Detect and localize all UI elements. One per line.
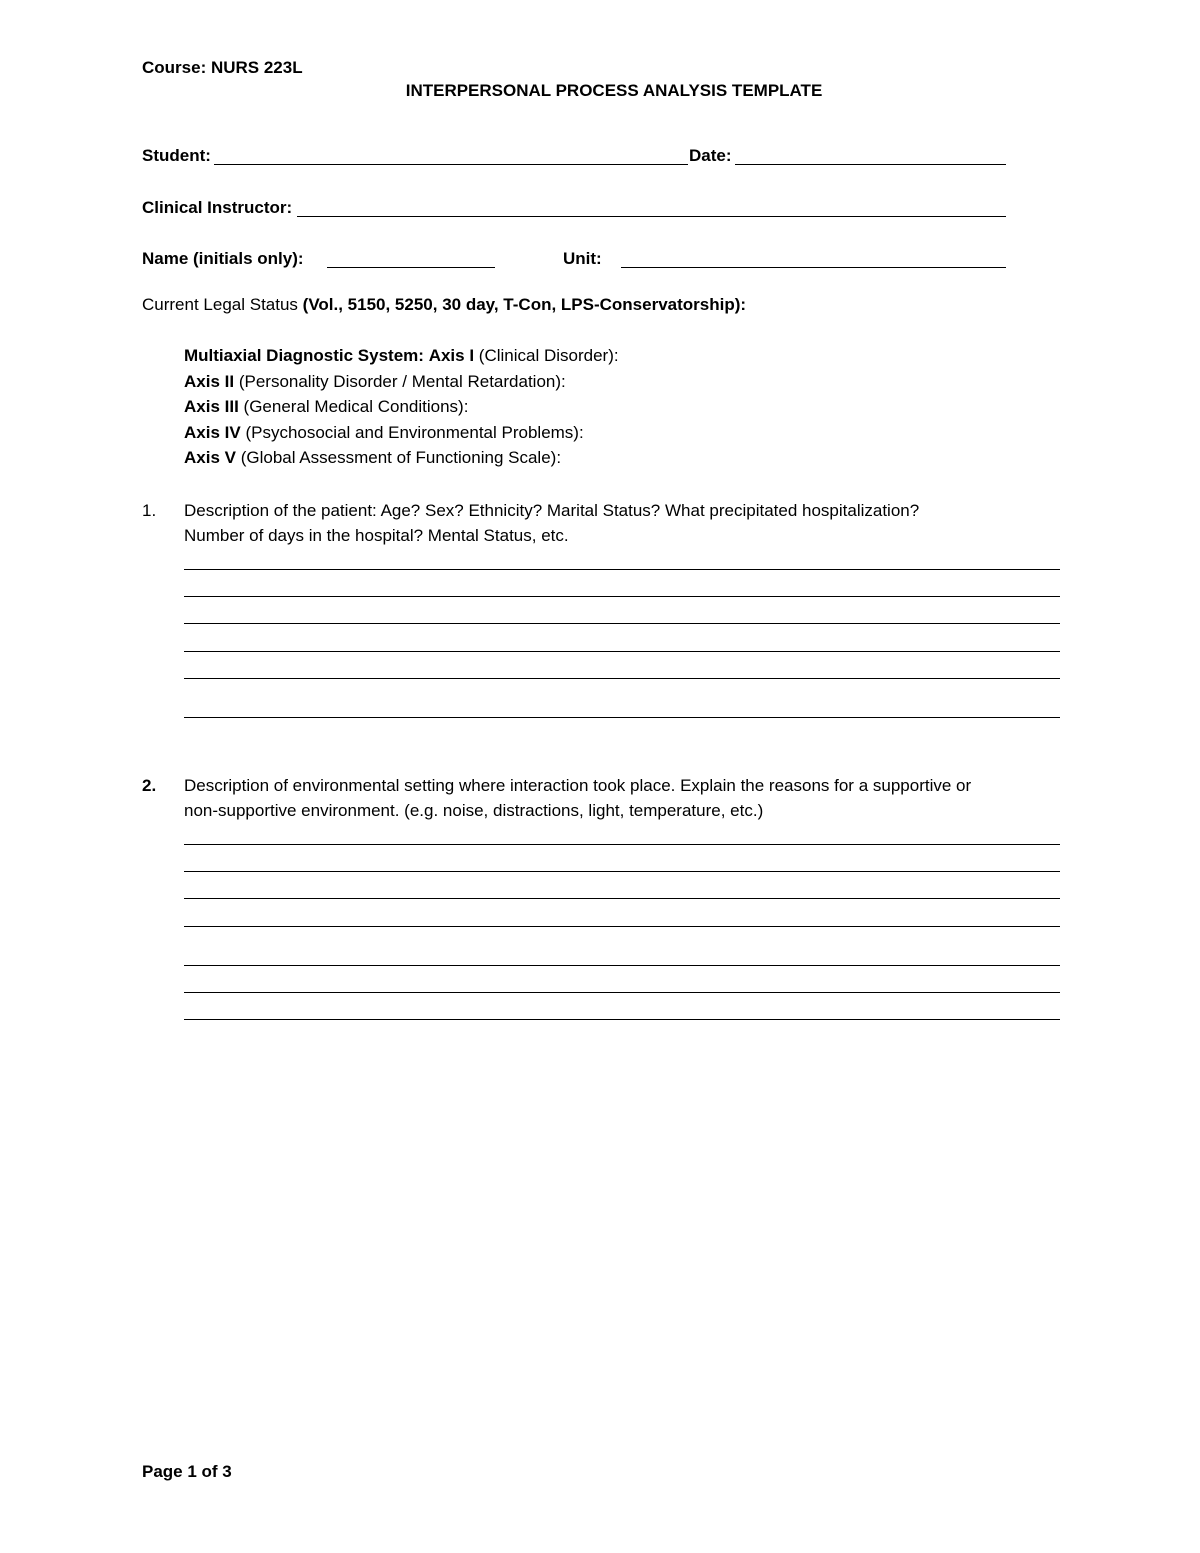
name-initials-label: Name (initials only): [142,249,304,268]
answer-1-line[interactable] [184,651,1060,652]
answer-2-line[interactable] [184,992,1060,993]
answer-2-line[interactable] [184,965,1060,966]
question-1-text-line2: Number of days in the hospital? Mental Status, etc. [184,526,569,545]
student-label: Student: [142,146,211,165]
answer-1-line[interactable] [184,623,1060,624]
answer-1-line[interactable] [184,678,1060,679]
page-number: Page 1 of 3 [142,1462,232,1481]
axis-5-line [184,447,561,469]
question-1-text-line1: Description of the patient: Age? Sex? Ethnicity? Marital Status? What precipitated hospitalization? [184,501,920,520]
question-1-number: 1. [142,501,157,520]
date-label: Date: [689,146,732,165]
unit-field[interactable] [621,267,1006,268]
name-initials-field[interactable] [327,267,495,268]
axis-1-desc: (Clinical Disorder): [478,346,619,365]
answer-1-line[interactable] [184,569,1060,570]
answer-2-line[interactable] [184,926,1060,927]
answer-2-line[interactable] [184,1019,1060,1020]
student-field[interactable] [214,164,688,165]
legal-status [142,294,746,316]
clinical-instructor-field[interactable] [297,216,1006,217]
course-label: Course: NURS 223L [142,58,303,77]
question-2-number: 2. [142,776,157,795]
axis-1-line [184,345,619,367]
legal-status-label: Current Legal Status [142,295,298,314]
answer-1-line[interactable] [184,596,1060,597]
axis-3-line [184,396,468,418]
axis-5-desc: (Global Assessment of Functioning Scale): [240,448,562,467]
axis-2-label: Axis II [184,372,235,391]
axis-1-label: Axis I [428,346,475,365]
answer-1-line[interactable] [184,717,1060,718]
question-2-text-line2: non-supportive environment. (e.g. noise, distractions, light, temperature, etc.) [184,801,764,820]
axis-2-line [184,371,566,393]
clinical-instructor-label: Clinical Instructor: [142,198,293,217]
answer-2-line[interactable] [184,844,1060,845]
date-field[interactable] [735,164,1006,165]
unit-label: Unit: [563,249,602,268]
multiaxial-label: Multiaxial Diagnostic System: [184,346,424,365]
page-title: INTERPERSONAL PROCESS ANALYSIS TEMPLATE [405,81,823,100]
axis-3-label: Axis III [184,397,239,416]
axis-4-label: Axis IV [184,423,241,442]
answer-2-line[interactable] [184,871,1060,872]
axis-4-desc: (Psychosocial and Environmental Problems): [245,423,584,442]
axis-3-desc: (General Medical Conditions): [243,397,469,416]
axis-2-desc: (Personality Disorder / Mental Retardation): [238,372,566,391]
answer-2-line[interactable] [184,898,1060,899]
legal-status-options: (Vol., 5150, 5250, 30 day, T-Con, LPS-Conservatorship): [302,295,747,314]
axis-5-label: Axis V [184,448,236,467]
question-2-text-line1: Description of environmental setting where interaction took place. Explain the reasons for a supportive or [184,776,972,795]
axis-4-line [184,422,584,444]
